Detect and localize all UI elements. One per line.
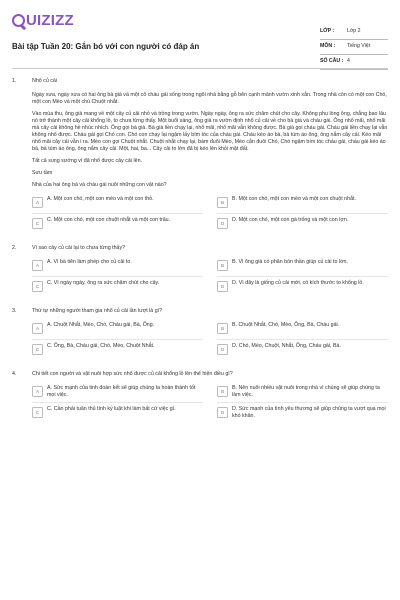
option-text: B. Một con chó, một con mèo và một con chuột nhắt. [232, 196, 356, 202]
option-text: B. Chuột Nhắt, Chó, Mèo, Ông, Bà, Cháu gái. [232, 322, 340, 328]
worksheet-header [12, 10, 388, 62]
option-text: A. Một con chó, một con mèo và một con thỏ. [47, 196, 154, 202]
option-letter: B [217, 323, 228, 334]
option-letter: D [217, 344, 228, 355]
option-text: A. Vì bà tiên làm phép cho củ cải to. [47, 259, 132, 265]
option-divider [217, 402, 388, 403]
question-prompt: Vì sao cây củ cải lại to chưa từng thấy? [32, 245, 126, 251]
option-letter: D [217, 218, 228, 229]
meta-label: SỐ CÂU : [320, 58, 344, 64]
option-letter: D [217, 407, 228, 418]
question-number: 4. [12, 371, 17, 377]
option-divider [32, 402, 203, 403]
option-text: C. Cần phải tuân thủ tính kỷ luật khi làm bất cứ việc gì. [47, 406, 176, 412]
question-2 [12, 245, 388, 294]
question-prompt: Thứ tự những người tham gia nhổ củ cải lần lượt là gì? [32, 308, 163, 314]
question-prompt: Chi tiết con người và vật nuôi hợp sức nhổ được củ cải khổng lồ lên thể hiện điều gì? [32, 371, 233, 377]
option-c[interactable] [32, 343, 203, 357]
option-text: B. Nên nuôi nhiều vật nuôi trong nhà vì chúng sẽ giúp chúng ta làm việc. [232, 385, 380, 398]
option-letter: C [32, 218, 43, 229]
question-number: 3. [12, 308, 17, 314]
option-d[interactable] [217, 406, 388, 420]
option-text: C. Ông, Bà, Cháu gái, Chó, Mèo, Chuột Nhắt. [47, 343, 155, 349]
option-c[interactable] [32, 406, 203, 420]
question-1 [12, 78, 388, 231]
option-letter: B [217, 386, 228, 397]
meta-label: LỚP : [320, 28, 335, 34]
option-letter: A [32, 260, 43, 271]
option-b[interactable] [217, 259, 388, 273]
logo-text: UIZIZZ [26, 12, 74, 29]
question-4 [12, 371, 388, 420]
option-divider [217, 213, 388, 214]
option-d[interactable] [217, 280, 388, 294]
meta-value: 4 [347, 58, 350, 64]
option-letter: C [32, 344, 43, 355]
meta-row-grade [320, 25, 388, 40]
option-letter: C [32, 281, 43, 292]
option-text: D. Sức mạnh của tình yêu thương sẽ giúp chúng ta vượt qua mọi khó khăn. [232, 406, 386, 419]
option-text: D. Một con chó, một con gà trống và một con lợn. [232, 217, 349, 223]
option-letter: A [32, 323, 43, 334]
option-a[interactable] [32, 196, 203, 210]
option-b[interactable] [217, 322, 388, 336]
option-letter: D [217, 281, 228, 292]
option-divider [32, 213, 203, 214]
options-grid [32, 322, 388, 357]
reading-passage [32, 92, 388, 177]
option-a[interactable] [32, 322, 203, 336]
option-divider [32, 339, 203, 340]
option-letter: A [32, 197, 43, 208]
option-text: C. Một con chó, một con chuột nhắt và một con trâu. [47, 217, 171, 223]
option-b[interactable] [217, 385, 388, 399]
question-number: 1. [12, 78, 17, 84]
option-c[interactable] [32, 280, 203, 294]
option-divider [32, 276, 203, 277]
option-text: D. Chó, Mèo, Chuột, Nhắt, Ông, Cháu gái, Bà. [232, 343, 341, 349]
quizizz-logo [12, 12, 74, 29]
question-number: 2. [12, 245, 17, 251]
question-3 [12, 308, 388, 357]
option-c[interactable] [32, 217, 203, 231]
option-d[interactable] [217, 217, 388, 231]
option-letter: C [32, 407, 43, 418]
option-a[interactable] [32, 385, 203, 399]
passage-heading: Nhổ củ cải [32, 78, 58, 84]
meta-label: MÔN : [320, 43, 336, 49]
passage-paragraph: Vào mùa thu, ông già mang về một cây củ cải nhỏ và trồng trong vườn. Ngày ngày, ông ra sức chăm chút cho cây. Không phụ lòng ông, chẳng bao lâu nó trở thành một cây cải khổng lồ, to chưa từng thấy. Một buổi sáng, ông già ra vườn định nhổ củ cải về cho bà già và cháu gái. Ông nhổ mãi, nhổ mãi mà cây cải không hề nhúc nhích. Ông gọi bà già. Bà già liền chạy lại, nhổ mãi, nhổ mãi vẫn không được. Bà già gọi cháu gái. Cháu gái liền chạy lại vẫn không nhổ được. Cháu gái gọi Chó con. Chó con chạy lại ngậm lấy bím tóc của cháu gái. Cháu kéo áo bà, bà túm áo ông, ông nắm cây cải. Kéo mãi nhổ mãi cây cải vẫn i ra. Mèo con gọi Chuột nhắt. Chuột nhắt chạy lại, bám đuôi Mèo, Mèo cắn đuôi Chó, Chó ngậm bím tóc cháu gái, cháu gái kéo áo bà, bà túm áo ông, ông nắm cây cải. Một, hai, ba... Cây cải to lớn đã bị kéo lên khỏi mặt đất. [32, 111, 388, 152]
passage-paragraph: Ngày xưa, ngày xưa có hai ông bà già và một cô cháu gái sống trong ngôi nhà bằng gỗ bên cạnh mảnh vườn xinh xắn. Trong nhà còn có một con Chó, một con Mèo và một chú Chuột nhắt. [32, 92, 387, 105]
option-text: A. Sức mạnh của tinh đoàn kết sẽ giúp chúng ta hoàn thành tốt mọi việc. [47, 385, 196, 398]
passage-source: Sưu tầm [32, 170, 53, 176]
options-grid [32, 196, 388, 231]
meta-row-subject [320, 40, 388, 55]
option-divider [217, 276, 388, 277]
option-text: C. Vì ngày ngày, ông ra sức chăm chút cho cây. [47, 280, 160, 286]
question-prompt: Nhà của hai ông bà và cháu gái nuôi những con vật nào? [32, 182, 167, 188]
passage-paragraph: Tất cả sung sướng vì đã nhổ được cây cải lên. [32, 158, 143, 164]
meta-value: Lớp 2 [347, 28, 361, 34]
meta-table [320, 25, 388, 70]
option-divider [217, 339, 388, 340]
option-text: A. Chuột Nhắt, Mèo, Chó, Cháu gái, Bà, Ông. [47, 322, 155, 328]
meta-value: Tiếng Việt [347, 43, 371, 49]
header-divider [12, 68, 388, 69]
option-b[interactable] [217, 196, 388, 210]
option-letter: A [32, 386, 43, 397]
option-d[interactable] [217, 343, 388, 357]
options-grid [32, 385, 388, 420]
option-a[interactable] [32, 259, 203, 273]
worksheet-title: Bài tập Tuần 20: Gắn bó với con người có đáp án [12, 42, 200, 51]
options-grid [32, 259, 388, 294]
option-letter: B [217, 197, 228, 208]
option-letter: B [217, 260, 228, 271]
logo-q-icon [12, 14, 25, 27]
questions-list [12, 78, 388, 431]
option-text: B. Vì ông già có phân bón thần giúp củ cải to lớn. [232, 259, 348, 265]
option-text: D. Vì đây là giống củ cải mới, có kích thước to khổng lồ. [232, 280, 364, 286]
